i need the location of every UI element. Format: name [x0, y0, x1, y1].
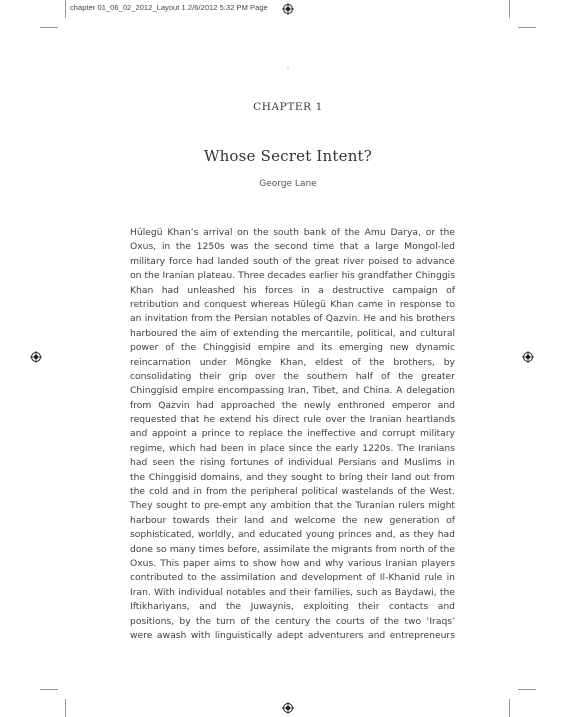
crop-mark-bottom-right: [509, 699, 510, 717]
printer-dot: [287, 68, 289, 69]
crop-mark-bottom-right-h: [518, 689, 536, 690]
body-line: the cold and in from the peripheral political wastelands of the West.: [130, 486, 455, 498]
body-line: an invitation from the Persian notables of Qazvin. He and his brothers: [130, 313, 455, 325]
crop-mark-top-right: [509, 0, 510, 18]
body-line: Hülegü Khan’s arrival on the south bank of the Amu Darya, or the: [130, 227, 455, 238]
body-line: military force had landed south of the great river poised to advance: [130, 255, 455, 267]
crop-mark-top-left-h: [40, 27, 58, 28]
body-line: from Qazvin had approached the newly enthroned emperor and: [130, 399, 455, 411]
body-line: done so many times before, assimilate the migrants from north of the: [130, 543, 455, 555]
crop-mark-top-left: [65, 0, 66, 18]
body-line: contributed to the assimilation and development of Il-Khanid rule in: [130, 572, 455, 584]
body-line: retribution and conquest whereas Hülegü Khan came in response to: [130, 298, 455, 310]
registration-mark-bottom-icon: [282, 702, 294, 714]
chapter-label: CHAPTER 1: [253, 101, 323, 113]
body-line: had seen the rising fortunes of individual Persians and Muslims in: [130, 457, 455, 469]
body-line: Oxus. This paper aims to show how and why various Iranian players: [130, 557, 455, 569]
body-line: power of the Chinggisid empire and its emerging new dynamic: [130, 342, 455, 354]
body-line: the Chinggisid domains, and they sought to bring their land out from: [130, 471, 455, 483]
registration-mark-right-icon: [522, 351, 534, 363]
chapter-title: Whose Secret Intent?: [203, 147, 373, 165]
printer-slug: chapter 01_06_02_2012_Layout 1 2/6/2012 5:32 PM Page: [70, 3, 268, 12]
body-line: harboured the aim of extending the mercantile, political, and cultural: [130, 327, 455, 339]
registration-mark-left-icon: [30, 351, 42, 363]
body-line: Iftikhariyans, and the Juwaynis, exploiting their contacts and: [130, 601, 455, 613]
body-line: were awash with linguistically adept adventurers and entrepreneurs: [130, 629, 455, 641]
body-line: Oxus, in the 1250s was the second time that a large Mongol-led: [130, 241, 455, 253]
crop-mark-bottom-left-h: [40, 689, 58, 690]
crop-mark-top-right-h: [518, 27, 536, 28]
body-line: and appoint a prince to replace the ineffective and corrupt military: [130, 428, 455, 440]
body-line: reincarnation under Möngke Khan, eldest of the brothers, by: [130, 356, 455, 368]
body-paragraph: [130, 226, 455, 643]
body-line: positions, by the turn of the century the courts of the two ‘Iraqs’: [130, 615, 455, 627]
body-line: sophisticated, worldly, and educated young princes and, as they had: [130, 529, 455, 541]
body-line: Chinggisid empire encompassing Iran, Tibet, and China. A delegation: [130, 385, 455, 397]
body-line: consolidating their grip over the southern half of the greater: [130, 370, 455, 382]
body-line: on the Iranian plateau. Three decades earlier his grandfather Chinggis: [130, 270, 455, 282]
registration-mark-top-icon: [282, 3, 294, 15]
body-line: They sought to pre-empt any ambition that the Turanian rulers might: [130, 500, 455, 512]
chapter-author: George Lane: [259, 179, 317, 189]
body-line: harbour towards their land and welcome the new generation of: [130, 514, 455, 526]
body-line: Iran. With individual notables and their families, such as Baydawi, the: [130, 586, 455, 598]
body-line: requested that he extend his direct rule over the Iranian heartlands: [130, 414, 455, 426]
crop-mark-bottom-left: [65, 699, 66, 717]
body-line: regime, which had been in place since the early 1220s. The Iranians: [130, 442, 455, 454]
body-line: Khan had unleashed his forces in a destructive campaign of: [130, 284, 455, 296]
